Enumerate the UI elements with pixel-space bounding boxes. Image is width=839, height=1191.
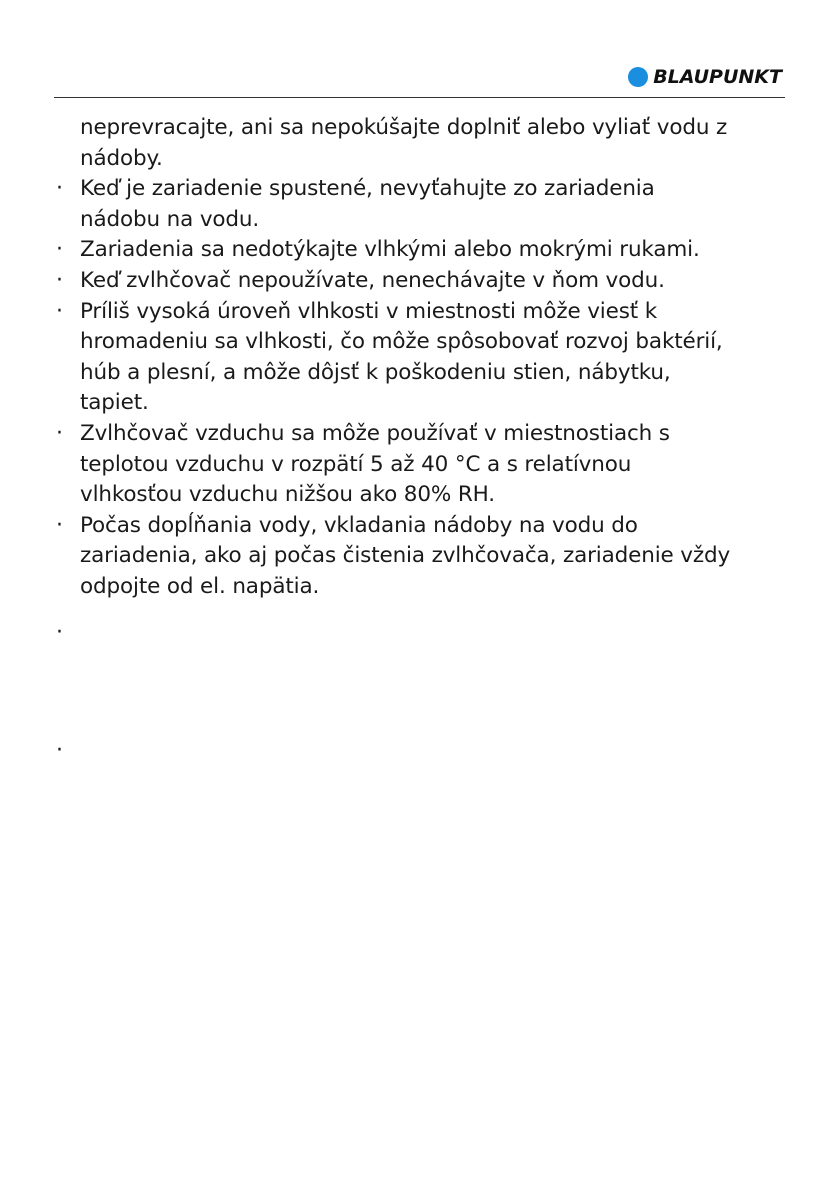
list-item-text: neprevracajte, ani sa nepokúšajte doplniť alebo vyliať vodu z nádoby. [80, 115, 728, 171]
page-header [0, 0, 839, 100]
bullet-icon: · [56, 619, 63, 645]
header-divider [54, 97, 785, 98]
brand-logo [628, 66, 782, 88]
brand-name: BLAUPUNKT [653, 66, 782, 88]
instruction-list [0, 113, 839, 767]
list-item-text: Príliš vysoká úroveň vlhkosti v miestnosti môže viesť k hromadeniu sa vlhkosti, čo môže spôsobovať rozvoj baktérií, húb a plesní, a môže dôjsť k poškodeniu stien, nábytku, tapiet. [80, 298, 723, 416]
list-item [0, 174, 839, 235]
list-item-text: Počas dopĺňania vody, vkladania nádoby na vodu do zariadenia, ako aj počas čistenia zvlhčovača, zariadenie vždy odpojte od el. napätia. [80, 512, 731, 599]
list-item-text: Zvlhčovač vzduchu sa môže používať v miestnostiach s teplotou vzduchu v rozpätí 5 až 40 °C a s relatívnou vlhkosťou vzduchu nižšou ako 80% RH. [80, 420, 670, 508]
list-item [0, 511, 839, 603]
bullet-icon: · [56, 512, 63, 538]
list-item [0, 235, 839, 266]
list-item-text: Keď zvlhčovač nepoužívate, nenechávajte v ňom vodu. [80, 267, 665, 293]
list-item [0, 297, 839, 419]
bullet-icon: · [56, 176, 63, 202]
bullet-icon: · [56, 267, 63, 293]
logo-dot-icon [628, 67, 648, 87]
bullet-icon: · [56, 738, 63, 764]
empty-list-item [0, 736, 839, 767]
bullet-icon: · [56, 298, 63, 324]
list-item [0, 113, 839, 174]
bullet-icon: · [56, 420, 63, 446]
list-item-text: Keď je zariadenie spustené, nevyťahujte zo zariadenia nádobu na vodu. [80, 176, 655, 232]
list-item-text: Zariadenia sa nedotýkajte vlhkými alebo mokrými rukami. [80, 237, 700, 263]
bullet-icon: · [56, 237, 63, 263]
list-item [0, 419, 839, 511]
list-item [0, 266, 839, 297]
empty-list-item [0, 618, 839, 649]
